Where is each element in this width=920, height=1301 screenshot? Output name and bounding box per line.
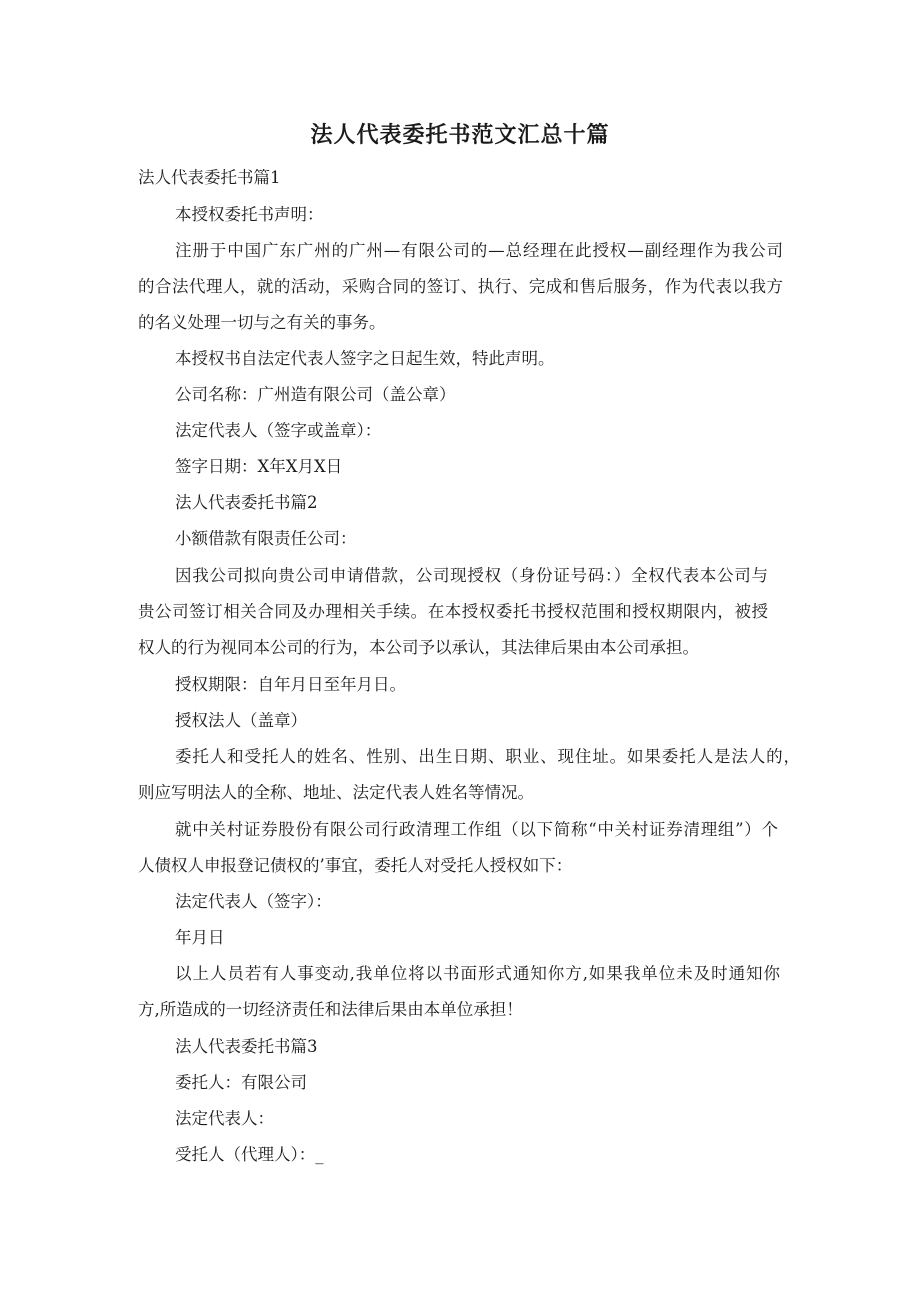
paragraph-line: 人债权人申报登记债权的’事宜，委托人对受托人授权如下：	[138, 856, 573, 875]
paragraph-line: 权人的行为视同本公司的行为，本公司予以承认，其法律后果由本公司承担。	[138, 638, 699, 657]
paragraph-line: 注册于中国广东广州的广州—有限公司的—总经理在此授权—副经理作为我公司	[175, 241, 783, 260]
paragraph-line: 签字日期：X年X月X日	[175, 457, 343, 476]
paragraph-line: 方,所造成的一切经济责任和法律后果由本单位承担！	[138, 1000, 523, 1019]
paragraph-line: 就中关村证券股份有限公司行政清理工作组（以下简称“中关村证券清理组”）个	[175, 820, 778, 839]
paragraph-line: 年月日	[175, 928, 225, 947]
paragraph-line: 法定代表人（签字）：	[175, 892, 332, 911]
paragraph-line: 本授权委托书声明：	[175, 205, 324, 224]
paragraph-line: 授权期限：自年月日至年月日。	[175, 675, 406, 694]
paragraph-line: 的合法代理人，就的活动，采购合同的签订、执行、完成和售后服务，作为代表以我方	[138, 277, 783, 296]
section-heading-3: 法人代表委托书篇3	[175, 1037, 318, 1056]
paragraph-line: 委托人和受托人的姓名、性别、出生日期、职业、现住址。如果委托人是法人的，	[175, 747, 800, 766]
paragraph-line: 的名义处理一切与之有关的事务。	[138, 313, 386, 332]
paragraph-line: 因我公司拟向贵公司申请借款，公司现授权（身份证号码：）全权代表本公司与	[175, 566, 768, 585]
document-title: 法人代表委托书范文汇总十篇	[310, 122, 610, 148]
paragraph-line: 本授权书自法定代表人签字之日起生效，特此声明。	[175, 349, 555, 368]
section-heading-1: 法人代表委托书篇1	[138, 168, 281, 187]
paragraph-line: 法定代表人（签字或盖章）：	[175, 421, 382, 440]
paragraph-line: 以上人员若有人事变动,我单位将以书面形式通知你方,如果我单位未及时通知你	[175, 964, 780, 983]
paragraph-line: 法定代表人：	[175, 1109, 274, 1128]
paragraph-line: 公司名称：广州造有限公司（盖公章）	[175, 385, 456, 404]
paragraph-line: 则应写明法人的全称、地址、法定代表人姓名等情况。	[138, 783, 534, 802]
paragraph-line: 小额借款有限责任公司：	[175, 529, 357, 548]
section-heading-2: 法人代表委托书篇2	[175, 493, 318, 512]
paragraph-line: 受托人（代理人）：_	[175, 1145, 324, 1164]
paragraph-line: 委托人：有限公司	[175, 1073, 307, 1092]
paragraph-line: 贵公司签订相关合同及办理相关手续。在本授权委托书授权范围和授权期限内，被授	[138, 602, 768, 621]
paragraph-line: 授权法人（盖章）	[175, 711, 307, 730]
